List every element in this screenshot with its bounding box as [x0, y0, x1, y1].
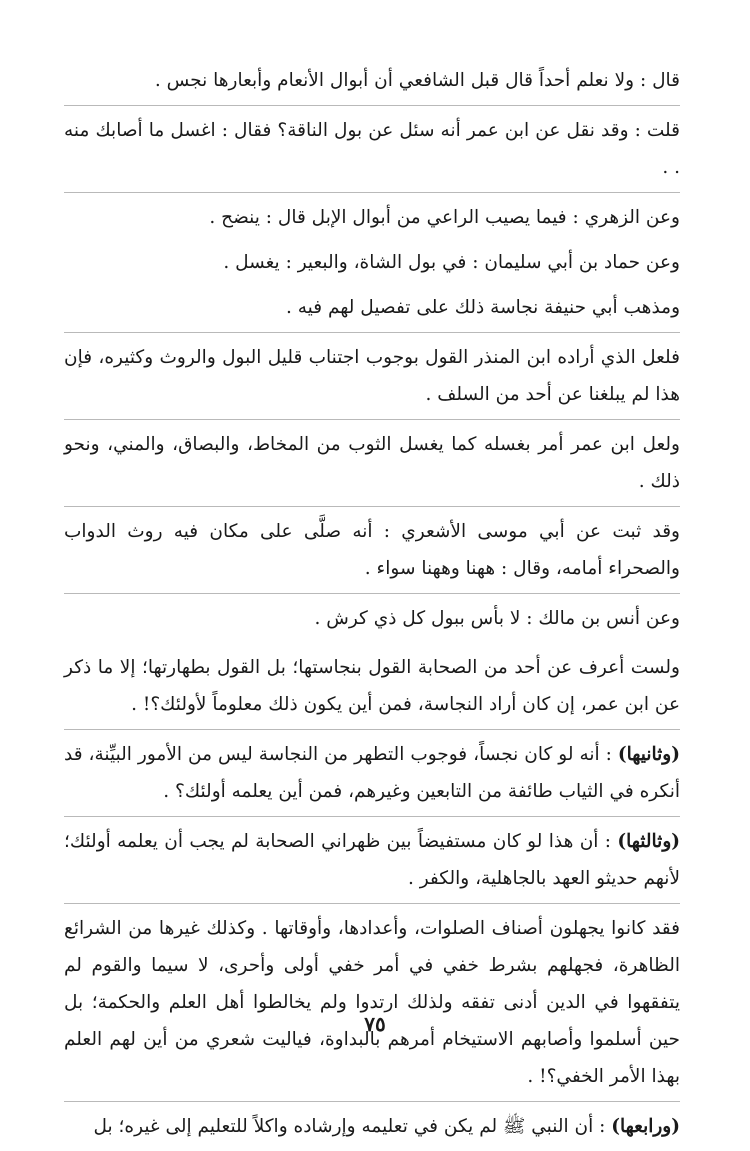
- paragraph-12: (وثالثها) : أن هذا لو كان مستفيضاً بين ظهراني الصحابة لم يجب أن يعلمه أولئك؛ لأنهم حديثو العهد بالجاهلية، والكفر .: [64, 823, 680, 904]
- page-number: ٧٥: [364, 1012, 386, 1036]
- paragraph-6: فلعل الذي أراده ابن المنذر القول بوجوب اجتناب قليل البول والروث وكثيره، فإن هذا لم يبلغنا عن أحد من السلف .: [64, 339, 680, 420]
- paragraph-7: ولعل ابن عمر أمر بغسله كما يغسل الثوب من المخاط، والبصاق، والمني، ونحو ذلك .: [64, 426, 680, 507]
- paragraph-2: قلت : وقد نقل عن ابن عمر أنه سئل عن بول الناقة؟ فقال : اغسل ما أصابك منه . .: [64, 112, 680, 193]
- paragraph-5: ومذهب أبي حنيفة نجاسة ذلك على تفصيل لهم فيه .: [64, 289, 680, 333]
- paragraph-13: فقد كانوا يجهلون أصناف الصلوات، وأعدادها، وأوقاتها . وكذلك غيرها من الشرائع الظاهرة، فجهلهم بشرط خفي في أمر خفي أولى وأحرى، لا سيما والقوم لم يتفقهوا في الدين أدنى تفقه ولذلك ارتدوا ولم يخالطوا أهل العلم والحكمة؛ بل حين أسلموا وأصابهم الاستيخام أمرهم بالبداوة، فياليت شعري من أين لهم العلم بهذا الأمر الخفي؟! .: [64, 910, 680, 1102]
- paragraph-1: قال : ولا نعلم أحداً قال قبل الشافعي أن أبوال الأنعام وأبعارها نجس .: [64, 62, 680, 106]
- paragraph-4: وعن حماد بن أبي سليمان : في بول الشاة، والبعير : يغسل .: [223, 252, 680, 273]
- paragraph-9: وعن أنس بن مالك : لا بأس ببول كل ذي كرش .: [314, 608, 680, 629]
- paragraph-14: (ورابعها) : أن النبي ﷺ لم يكن في تعليمه وإرشاده واكلاً للتعليم إلى غيره؛ بل: [93, 1116, 680, 1137]
- paragraph-11: (وثانيها) : أنه لو كان نجساً، فوجوب التطهر من النجاسة ليس من الأمور البيِّنة، قد أنكره في الثياب طائفة من التابعين وغيرهم، فمن أين يعلمه أولئك؟ .: [64, 736, 680, 817]
- paragraph-8: وقد ثبت عن أبي موسى الأشعري : أنه صلَّى على مكان فيه روث الدواب والصحراء أمامه، وقال : ههنا وههنا سواء .: [64, 513, 680, 594]
- paragraph-3: وعن الزهري : فيما يصيب الراعي من أبوال الإبل قال : ينضح .: [209, 207, 680, 228]
- paragraph-10: ولست أعرف عن أحد من الصحابة القول بنجاستها؛ بل القول بطهارتها؛ إلا ما ذكر عن ابن عمر، إن كان أراد النجاسة، فمن أين يكون ذلك معلوماً لأولئك؟! .: [64, 649, 680, 730]
